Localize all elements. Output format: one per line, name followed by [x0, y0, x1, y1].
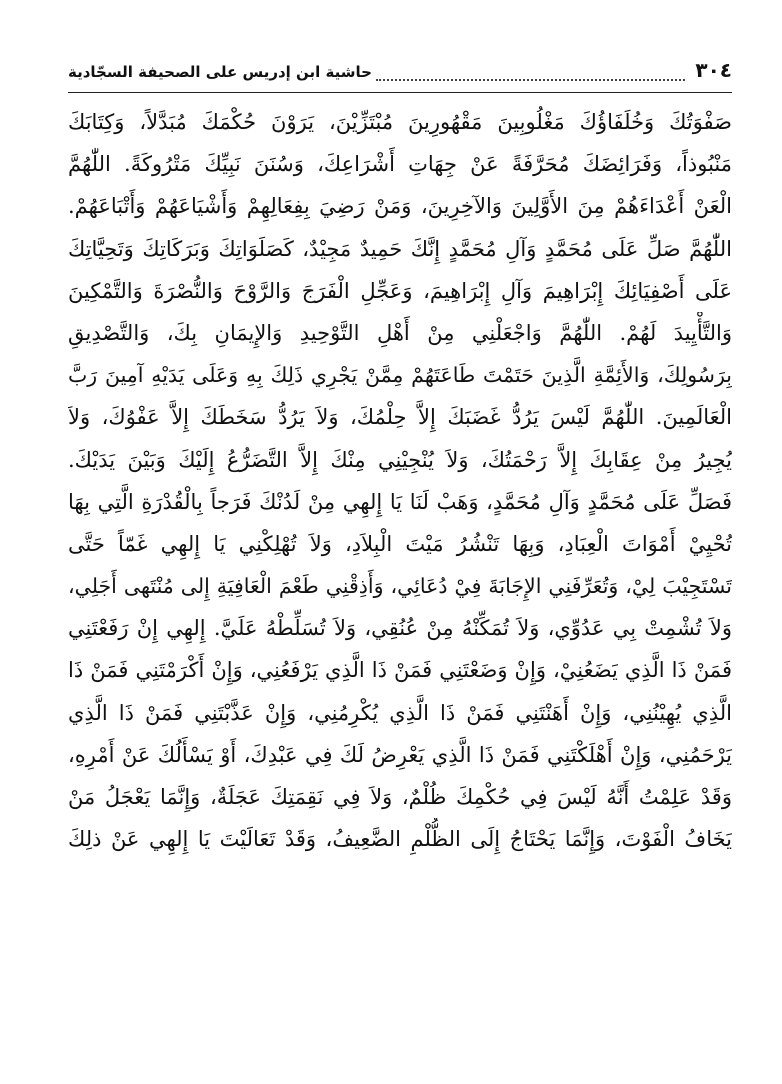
text-line: الْعَالَمِينَ. اللّٰهُمَّ لَيْسَ يَرُدُّ غَضَبَكَ إِلاَّ حِلْمُكَ، وَلاَ يَرُدُّ سَخَطَكَ إِلاَّ عَفْوُكَ، وَلاَ — [68, 405, 732, 430]
page-number: ٣٠٤ — [695, 58, 732, 82]
text-line: وَلاَ تُشْمِتْ بِي عَدُوِّي، وَلاَ تُمَكِّنْهُ مِنْ عُنُقِي، وَلاَ تُسَلِّطْهُ عَلَيَّ. إِلهِي إِنْ رَفَعْتَنِي — [68, 616, 732, 641]
book-page — [68, 58, 732, 1048]
text-line: وَالتَّأْيِيدَ لَهُمْ. اللّٰهُمَّ وَاجْعَلْنِي مِنْ أَهْلِ التَّوْحِيدِ وَالإِيمَانِ بِكَ، وَالتَّصْدِيقِ — [68, 320, 732, 345]
text-line: يُجِيرُ مِنْ عِقَابِكَ إِلاَّ رَحْمَتُكَ، وَلاَ يُنْجِيْنِي مِنْكَ إِلاَّ التَّضَرُّعُ إِلَيْكَ وَبَيْنَ يَدَيْكَ. — [68, 447, 732, 472]
text-line: صَفْوَتُكَ وَخُلَفَاؤُكَ مَغْلُوبِينَ مَقْهُورِينَ مُبْتَزِّيْنَ، يَرَوْنَ حُكْمَكَ مُبَدَّلاً، وَكِتَابَكَ — [68, 110, 732, 134]
text-line: فَصَلِّ عَلَى مُحَمَّدٍ وَآلِ مُحَمَّدٍ، وَهَبْ لَنَا يَا إِلهِي مِنْ لَدُنْكَ فَرَجاً بِالْقُدْرَةِ الَّتِي بِهَا — [68, 489, 732, 514]
text-line: وَقَدْ عَلِمْتُ أَنَّهُ لَيْسَ فِي حُكْمِكَ ظُلْمٌ، وَلاَ فِي نَقِمَتِكَ عَجَلَةٌ، وَإِنَّمَا يَعْجَلُ مَنْ — [68, 785, 732, 809]
text-line: يَرْحَمُنِي، وَإِنْ أَهْلَكْتَنِي فَمَنْ ذَا الَّذِي يَعْرِضُ لَكَ فِي عَبْدِكَ، أَوْ يَسْأَلُكَ عَنْ أَمْرِهِ، — [68, 742, 732, 767]
book-title: حاشية ابن إدريس على الصحيفة السجّادية — [68, 63, 372, 81]
text-line: تُحْيِيْ أَمْوَاتَ الْعِبَادِ، وَبِهَا تَنْشُرُ مَيْتَ الْبِلاَدِ، وَلاَ تُهْلِكْنِي يَا إِلهِي غَمّاً حَتَّى — [68, 531, 732, 556]
body-text — [68, 101, 732, 860]
text-line: الْعَنْ أَعْدَاءَهُمْ مِنَ الأَوَّلِينَ وَالآخِرِينَ، وَمَنْ رَضِيَ بِفِعَالِهِمْ وَأَشْيَاعَهُمْ وَأَتْبَاعَهُمْ. — [68, 194, 732, 219]
text-line: بِرَسُولِكَ، وَالأَئِمَّةِ الَّذِينَ حَتَمْتَ طَاعَتَهُمْ مِمَّنْ يَجْرِي ذَلِكَ بِهِ وَعَلَى يَدَيْهِ آمِينَ رَبَّ — [68, 363, 732, 388]
text-line: الَّذِي يُهِيْنُنِي، وَإِنْ أَهَنْتَنِي فَمَنْ ذَا الَّذِي يُكْرِمُنِي، وَإِنْ عَذَّبْتَنِي فَمَنْ ذَا الَّذِي — [68, 700, 732, 725]
leader-dots — [376, 69, 685, 81]
text-line: اللّٰهُمَّ صَلِّ عَلَى مُحَمَّدٍ وَآلِ مُحَمَّدٍ إِنَّكَ حَمِيدٌ مَجِيْدٌ، كَصَلَوَاتِكَ وَبَرَكَاتِكَ وَتَحِيَّاتِكَ — [68, 236, 732, 261]
running-head — [68, 58, 732, 93]
text-line: فَمَنْ ذَا الَّذِي يَضَعُنِيْ، وَإِنْ وَضَعْتَنِي فَمَنْ ذَا الَّذِي يَرْفَعُنِي، وَإِنْ أَكْرَمْتَنِي فَمَنْ ذَا — [68, 658, 732, 683]
text-line: يَخَافُ الْفَوْتَ، وَإِنَّمَا يَحْتَاجُ إِلَى الظُّلْمِ الضَّعِيفُ، وَقَدْ تَعَالَيْتَ يَا إِلهِي عَنْ ذلِكَ — [68, 827, 732, 852]
text-line: مَنْبُوذاً، وَفَرَائِضَكَ مُحَرَّفَةً عَنْ جِهَاتِ أَشْرَاعِكَ، وَسُنَنَ نَبِيِّكَ مَتْرُوكَةً. اللّٰهُمَّ — [68, 152, 732, 177]
text-line: تَسْتَجِيْبَ لِيْ، وَتُعَرِّفَنِي الإِجَابَةَ فِيْ دُعَائِي، وَأَذِقْنِي طَعْمَ الْعَافِيَةِ إِلى مُنْتَهى أَجَلِي، — [68, 574, 732, 599]
text-line: عَلَى أَصْفِيَائِكَ إِبْرَاهِيمَ وَآلِ إِبْرَاهِيمَ، وَعَجِّلِ الْفَرَجَ وَالرَّوْحَ وَالنُّصْرَةَ وَالتَّمْكِينَ — [68, 278, 732, 303]
